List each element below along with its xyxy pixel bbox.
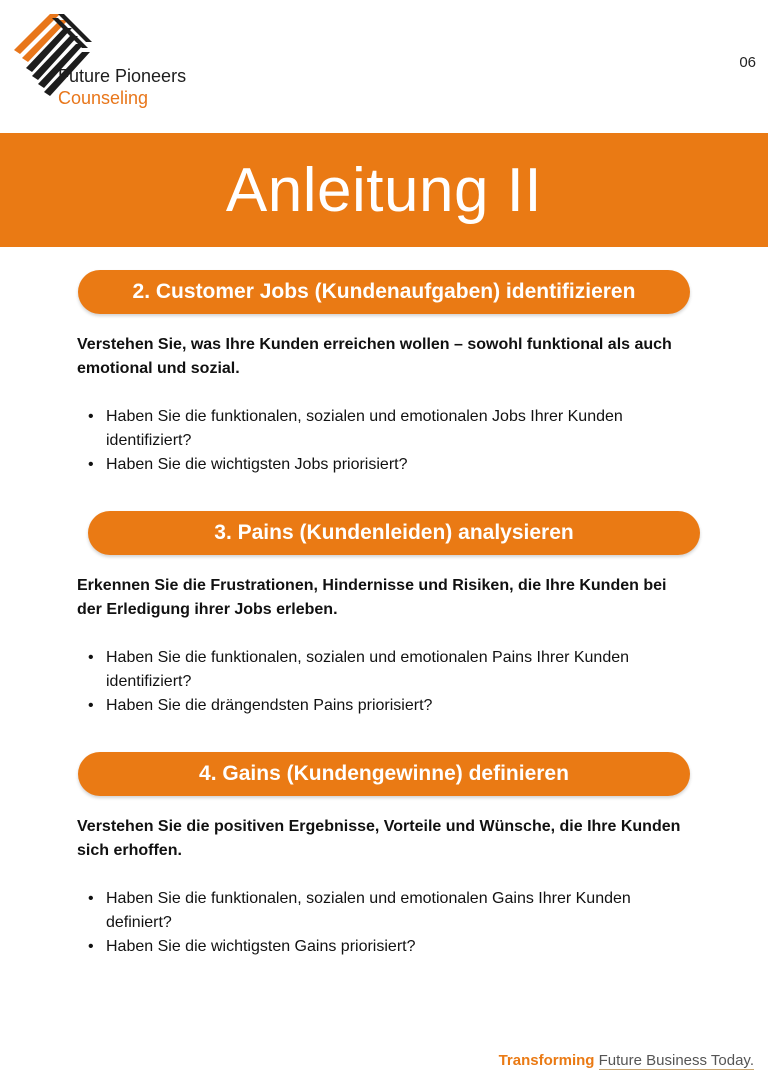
section-lead-gains: Verstehen Sie die positiven Ergebnisse, Vorteile und Wünsche, die Ihre Kunden sich erhoffen.	[77, 818, 681, 859]
title-banner	[0, 133, 768, 247]
section-lead-pains: Erkennen Sie die Frustrationen, Hindernisse und Risiken, die Ihre Kunden bei der Erledigung ihrer Jobs erleben.	[77, 577, 667, 618]
list-item: • Haben Sie die wichtigsten Jobs priorisiert?	[86, 453, 686, 477]
footer-tagline	[499, 1052, 754, 1069]
logo-name: Future Pioneers	[58, 66, 187, 86]
list-item: • Haben Sie die funktionalen, sozialen und emotionalen Jobs Ihrer Kunden identifiziert?	[86, 405, 686, 453]
section-heading-gains: 4. Gains (Kundengewinne) definieren	[78, 752, 690, 796]
list-item: • Haben Sie die funktionalen, sozialen und emotionalen Pains Ihrer Kunden identifiziert?	[86, 646, 686, 694]
page-title: Anleitung II	[225, 155, 543, 225]
section-lead-customer-jobs: Verstehen Sie, was Ihre Kunden erreichen wollen – sowohl funktional als auch emotional und sozial.	[77, 336, 672, 377]
list-item: • Haben Sie die wichtigsten Gains priorisiert?	[86, 935, 686, 959]
company-logo	[10, 12, 210, 108]
footer-tagline-part1: Transforming	[498, 1052, 595, 1069]
list-item: • Haben Sie die funktionalen, sozialen und emotionalen Gains Ihrer Kunden definiert?	[86, 887, 686, 935]
bullet-list-customer-jobs	[86, 405, 686, 477]
bullet-list-pains	[86, 646, 686, 718]
list-item: • Haben Sie die drängendsten Pains priorisiert?	[86, 694, 686, 718]
section-heading-pains: 3. Pains (Kundenleiden) analysieren	[88, 511, 700, 555]
page-number: 06	[739, 54, 756, 71]
section-heading-customer-jobs: 2. Customer Jobs (Kundenaufgaben) identifizieren	[78, 270, 690, 314]
logo-subtitle: Counseling	[58, 88, 149, 108]
bullet-list-gains	[86, 887, 686, 959]
footer-tagline-part2: Future Business Today.	[598, 1052, 754, 1069]
